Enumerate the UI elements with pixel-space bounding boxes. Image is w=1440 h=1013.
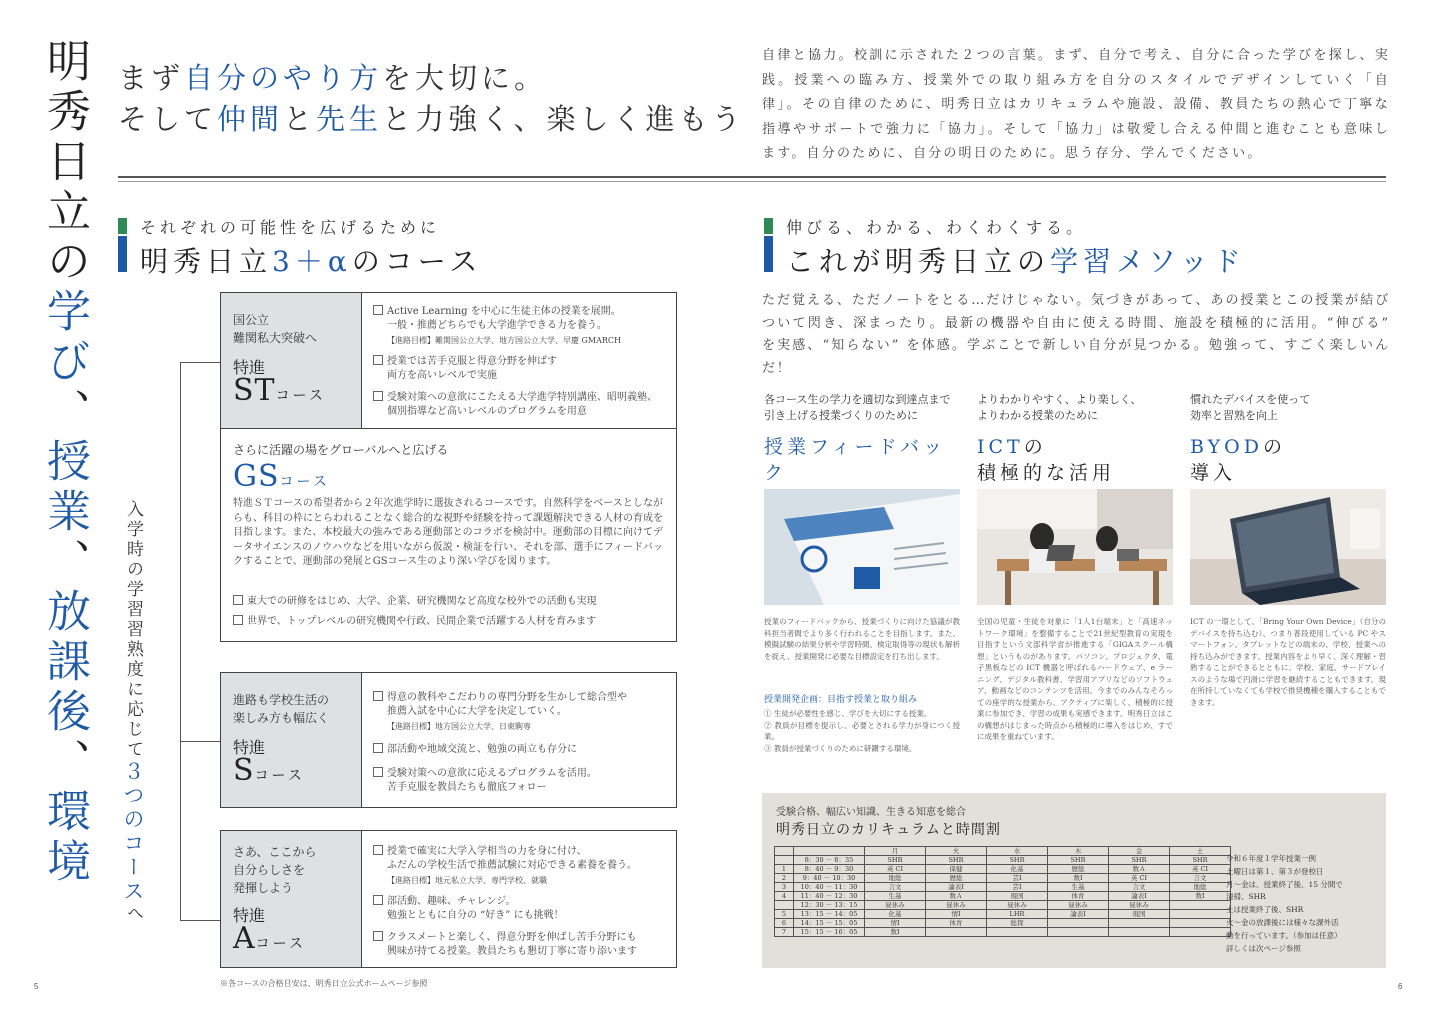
timetable-cell: 化基 <box>865 910 926 919</box>
course-s-bullet-cont: 推薦入試を中心に大学を決定していく。 <box>387 706 567 717</box>
col1-point: ② 教員が目標を提示し、必要とされる学力が身につく授業。 <box>764 720 960 741</box>
timetable-cell: 地総 <box>865 874 926 883</box>
page-number-right: 6 <box>1398 982 1403 991</box>
headline-segment: 仲間 <box>217 102 284 136</box>
timetable-header <box>775 847 1231 856</box>
timetable-day: 月 <box>865 847 926 856</box>
timetable-cell: 現国 <box>987 892 1048 901</box>
timetable-cell: 15：15 － 16：05 <box>794 928 865 937</box>
section-bar-green <box>764 218 773 234</box>
method-section-small: 伸びる、わかる、わくわくする。 <box>786 218 1087 237</box>
timetable-row <box>775 892 1231 901</box>
col1-point: ① 生徒が必要性を感じ、学びを大切にする授業。 <box>764 709 932 718</box>
timetable-row <box>775 928 1231 937</box>
col3-lead: 慣れたデバイスを使って <box>1190 393 1311 406</box>
course-caption: 入学時の学習習熟度に応じて３つのコースへ <box>121 500 145 924</box>
page-title: 明秀日立の学び、授業、放課後、環境 <box>39 38 90 888</box>
timetable-note-line: 清掃、SHR <box>1226 892 1266 902</box>
timetable-note-line: 令和６年度１学年授業一例 <box>1226 854 1316 863</box>
course-st-code: STコース <box>233 373 326 408</box>
course-st-bullet-cont: 個別指導など高いレベルのプログラムを用意 <box>387 406 587 417</box>
section-bar-green <box>118 218 127 234</box>
col1-title: 授業フィードバック <box>764 436 947 484</box>
course-a-bullet-cont: 勉強とともに自分の “好き” にも挑戦！ <box>387 910 564 921</box>
timetable <box>774 846 1231 937</box>
timetable-cell: SHR <box>926 856 987 865</box>
timetable-cell: 昼休み <box>1109 901 1170 910</box>
headline-segment: と力強く、楽しく進もう <box>382 102 745 136</box>
timetable-cell <box>1170 901 1231 910</box>
headline-segment: 先生 <box>316 102 383 136</box>
connector-line <box>180 362 181 920</box>
method-intro: ただ覚える、ただノートをとる…だけじゃない。気づきがあって、あの授業とこの授業が結びついて閃き、深まったり。最新の機器や自由に使える時間、施設を積極的に活用。“伸びる” を実感、“知らない” を体感。学ぶことで新しい自分が見つかる。勉強って、すごく楽しいんだ！ <box>762 293 1390 376</box>
course-st-card <box>220 292 677 430</box>
timetable-cell: 生基 <box>865 892 926 901</box>
timetable-cell <box>1170 910 1231 919</box>
course-st-bullet-cont: 両方を高いレベルで実施 <box>387 370 497 381</box>
timetable-cell: 英 CⅠ <box>1109 874 1170 883</box>
timetable-note-line: 火～金の放課後には様々な課外活 <box>1226 917 1339 927</box>
timetable-cell: 昼休み <box>987 901 1048 910</box>
timetable-cell: 8：40 － 9：30 <box>794 865 865 874</box>
timetable-cell: 9：40 － 10：30 <box>794 874 865 883</box>
course-st-label1: 国公立 <box>233 313 270 327</box>
timetable-cell: 数Ⅰ <box>1048 874 1109 883</box>
timetable-cell: 11：40 － 12：30 <box>794 892 865 901</box>
timetable-cell <box>1109 928 1170 937</box>
timetable-cell: 12：30 － 13：15 <box>794 901 865 910</box>
timetable-cell: 数Ａ <box>1109 865 1170 874</box>
course-a-bullet: クラスメートと楽しく、得意分野を伸ばし苦手分野にも <box>373 931 669 945</box>
timetable-cell <box>987 928 1048 937</box>
course-a-bullet: 授業で確実に大学入学相当の力を身に付け、 <box>373 845 669 859</box>
timetable-cell: 論表Ⅰ <box>926 883 987 892</box>
col2-title: ICTの <box>977 436 1047 458</box>
timetable-note-line: 土は授業終了後、SHR <box>1226 905 1304 915</box>
timetable-cell: 1 <box>775 865 794 874</box>
timetable-cell <box>775 901 794 910</box>
timetable-day <box>794 847 865 856</box>
course-a-label2: 自分らしさを <box>233 863 306 877</box>
col1-body: 授業のフィードバックから、授業づくりに向けた協議が教科担当者間でより多く行われることを目指します。また、模擬試験の結果分析や学習時間、検定取得等の現状も解析を捉え、授業開発に必要な目標設定を打ち出します。 <box>764 617 960 661</box>
timetable-day: 水 <box>987 847 1048 856</box>
course-s-code: Sコース <box>233 753 305 788</box>
timetable-day: 土 <box>1170 847 1231 856</box>
col3-title-sub: 導入 <box>1190 462 1237 484</box>
col2-body: 全国の児童・生徒を対象に「1人1台端末」と「高速ネットワーク環境」を整備することで21世紀型教育の実現を目指すという文部科学省が推進する「GIGAスクール構想」というものがあります。パソコン、プロジェクタ、電子黒板などの ICT 機器と呼ばれるハードウェア、e ラーニング、デジタル教科書、学習用アプリなどのソフトウェア、動画などのコンテンツを活用。今までのみんなそろっての座学的な授業から、アクティブに楽しく、積極的に授業に参加でき、学習の成果も実感できます。明秀日立はこの構想がはじまった時点から積極的に導入をはじめ、すでに成果を重ねています。 <box>977 617 1173 741</box>
timetable-row <box>775 910 1231 919</box>
timetable-cell <box>775 856 794 865</box>
timetable-cell: 昼休み <box>865 901 926 910</box>
timetable-row <box>775 856 1231 865</box>
course-st-bullet: Active Learning を中心に生徒主体の授業を展開。 <box>373 305 669 319</box>
footnote: ※各コースの合格目安は、明秀日立公式ホームページ参照 <box>220 979 428 988</box>
course-s-goal: 【進路目標】地方国公立大学、日東駒専 <box>387 722 531 731</box>
headline-line1 <box>118 58 744 99</box>
col2-title-sub: 積極的な活用 <box>977 462 1116 484</box>
timetable-day: 木 <box>1048 847 1109 856</box>
col1-points <box>764 708 960 754</box>
method-col-ict <box>977 392 1177 486</box>
timetable-cell: 6 <box>775 919 794 928</box>
headline-line2 <box>118 99 744 140</box>
col1-lead: 引き上げる授業づくりのために <box>764 409 918 422</box>
headline-segment: 自分のやり方 <box>184 61 383 95</box>
timetable-cell: 総探 <box>987 919 1048 928</box>
timetable-note-line: 月～金は、授業終了後、15 分間で <box>1226 879 1343 889</box>
timetable-cell: 歴総 <box>1048 865 1109 874</box>
timetable-cell: 5 <box>775 910 794 919</box>
col3-lead: 効率と習熟を向上 <box>1190 409 1278 422</box>
course-s-bullet: 受験対策への意欲に応えるプログラムを活用。 <box>373 767 669 781</box>
timetable-row <box>775 874 1231 883</box>
feedback-photo <box>764 489 960 605</box>
course-a-card <box>220 830 677 968</box>
timetable-cell <box>1170 919 1231 928</box>
course-gs-bullet: 東大での研修をはじめ、大学、企業、研究機関など高度な校外での活動も実現 <box>233 595 597 609</box>
timetable-cell: 言文 <box>1170 874 1231 883</box>
section-bar-blue <box>118 236 127 272</box>
course-a-bullet: 部活動、趣味、チャレンジ。 <box>373 895 669 909</box>
timetable-cell: 芸Ⅰ <box>987 874 1048 883</box>
course-s-card <box>220 672 677 808</box>
course-gs-code: GSコース <box>233 459 330 494</box>
headline-segment: そして <box>118 102 218 136</box>
timetable-note-line: 動を行っています。（参加は任意） <box>1226 930 1342 940</box>
timetable-cell: SHR <box>1170 856 1231 865</box>
course-st-label2: 難関私大突破へ <box>233 331 318 345</box>
timetable-day: 金 <box>1109 847 1170 856</box>
timetable-cell: 7 <box>775 928 794 937</box>
timetable-cell <box>1048 928 1109 937</box>
course-a-bullet-cont: 興味が持てる授業。教員たちも懇切丁寧に寄り添います <box>387 946 637 957</box>
timetable-cell <box>1109 919 1170 928</box>
headline <box>118 58 744 140</box>
timetable-row <box>775 901 1231 910</box>
timetable-cell: 3 <box>775 883 794 892</box>
timetable-cell: 情Ⅰ <box>865 919 926 928</box>
course-st-bullet: 授業では苦手克服と得意分野を伸ばす <box>373 355 669 369</box>
timetable-cell: 歴総 <box>926 874 987 883</box>
course-s-panel <box>221 673 362 807</box>
timetable-cell: SHR <box>987 856 1048 865</box>
course-s-bullet: 得意の教科やこだわりの専門分野を生かして総合型や <box>373 691 669 705</box>
timetable-cell: SHR <box>865 856 926 865</box>
page-number-left: 5 <box>34 982 39 991</box>
course-gs-body: 特進ＳＴコースの希望者から２年次進学時に選抜されるコースです。自然科学をベースとしながらも、科目の枠にとらわれることなく総合的な視野や経験を持って課題解決できる人材の育成を目指します。また、本校最大の強みである運動部とのコラボを検討中。運動部の目標に向けてデータサイエンスのノウハウなどを用いながら仮説・検証を行い、それを部、選手にフィードバックすることで、運動部の発展とGSコース生のより深い学びを図ります。 <box>233 498 663 567</box>
timetable-row <box>775 919 1231 928</box>
headline-segment: と <box>283 102 317 136</box>
timetable-cell: 言文 <box>1109 883 1170 892</box>
timetable-cell: SHR <box>1109 856 1170 865</box>
course-s-bullet-cont: 苦手克服を教員たちも徹底フォロー <box>387 782 547 793</box>
course-a-code: Aコース <box>233 921 306 956</box>
course-st-panel <box>221 293 362 429</box>
ict-photo <box>977 489 1173 605</box>
course-st-goal: 【進路目標】難関国公立大学、地方国公立大学、早慶 GMARCH <box>387 336 622 345</box>
connector-branch <box>180 920 220 921</box>
timetable-cell: 昼休み <box>1048 901 1109 910</box>
timetable-cell: 化基 <box>987 865 1048 874</box>
timetable-cell <box>1170 928 1231 937</box>
timetable-cell: 昼休み <box>926 901 987 910</box>
timetable-note <box>1226 853 1343 955</box>
connector-branch <box>180 362 220 363</box>
col3-body: ICT の一環として、「Bring Your Own Device」（自分のデバイスを持ち込む）、つまり普段使用している PC やスマートフォン、タブレットなどの端末の、学校、授業への持ち込みができます。授業内容をより早く、深く理解・習熟することができるとともに、学校、家庭、サードプレイスのような場で円滑に学習を継続することもできます。現在所持していなくても学校で推奨機種を購入することもできます。 <box>1190 617 1386 707</box>
timetable-cell: 4 <box>775 892 794 901</box>
course-st-sub: 特進 <box>233 358 266 377</box>
byod-photo <box>1190 489 1386 605</box>
timetable-cell: 生基 <box>1048 883 1109 892</box>
course-a-panel <box>221 831 362 967</box>
col1-subhead: 授業開発企画：目指す授業と取り組み <box>764 695 918 705</box>
curriculum-box <box>762 793 1386 968</box>
courses-section-title: 明秀日立3＋αのコース <box>140 245 483 278</box>
timetable-cell: 10：40 － 11：30 <box>794 883 865 892</box>
headline-segment: を大切に。 <box>382 61 548 95</box>
timetable-cell: 芸Ⅰ <box>987 883 1048 892</box>
timetable-cell: 保健 <box>926 865 987 874</box>
divider-thin <box>118 181 1386 182</box>
course-s-label1: 進路も学校生活の <box>233 693 330 707</box>
course-a-sub: 特進 <box>233 906 266 925</box>
timetable-cell: 言文 <box>865 883 926 892</box>
timetable-cell: 情Ⅰ <box>926 910 987 919</box>
course-a-label3: 発揮しよう <box>233 881 294 895</box>
timetable-cell: 数Ⅰ <box>865 928 926 937</box>
course-st-bullet: 受験対策への意欲にこたえる大学進学特別講座、昭明義塾、 <box>373 391 669 405</box>
timetable-cell: 英 CⅠ <box>865 865 926 874</box>
timetable-cell <box>1048 919 1109 928</box>
curriculum-small: 受験合格、幅広い知識、生きる知恵を総合 <box>776 807 966 818</box>
timetable-cell: 14：15 － 15：05 <box>794 919 865 928</box>
course-s-label2: 楽しみ方も幅広く <box>233 711 330 725</box>
course-a-label1: さあ、ここから <box>233 845 317 859</box>
timetable-note-line: 土曜日は第１、第３が登校日 <box>1226 866 1324 876</box>
timetable-row <box>775 865 1231 874</box>
col2-lead: よりわかる授業のために <box>977 409 1098 422</box>
divider <box>118 176 1386 178</box>
headline-segment: まず <box>118 61 185 95</box>
method-col-byod <box>1190 392 1390 486</box>
timetable-cell: SHR <box>1048 856 1109 865</box>
timetable-cell: 数Ⅰ <box>1170 892 1231 901</box>
course-a-goal: 【進路目標】地元私立大学、専門学校、就職 <box>387 876 547 885</box>
course-gs-bullet: 世界で、トップレベルの研究機関や行政、民間企業で活躍する人材を育みます <box>233 615 596 629</box>
timetable-cell: 体育 <box>926 919 987 928</box>
col3-title: BYODの <box>1190 436 1286 458</box>
timetable-cell: 英 CⅠ <box>1170 865 1231 874</box>
curriculum-title: 明秀日立のカリキュラムと時間割 <box>776 822 1001 838</box>
intro-text: 自律と協力。校訓に示された２つの言葉。まず、自分で考え、自分に合った学びを探し、実践。授業への臨み方、授業外での取り組み方を自分のスタイルでデザインしていく「自律」。その自律のために、明秀日立はカリキュラムや施設、設備、教員たちの熱心で丁寧な指導やサポートで強力に「協力」。そして「協力」は敬愛し合える仲間と進むことも意味します。自分のために、自分の明日のために。思う存分、学んでください。 <box>762 48 1390 161</box>
timetable-cell: 13：15 － 14：05 <box>794 910 865 919</box>
course-gs-card <box>220 428 677 642</box>
timetable-day: 火 <box>926 847 987 856</box>
course-a-bullet-cont: ふだんの学校生活で推薦試験に対応できる素養を養う。 <box>387 860 637 871</box>
timetable-cell: 地総 <box>1170 883 1231 892</box>
timetable-cell: 体育 <box>1048 892 1109 901</box>
col2-lead: よりわかりやすく、より楽しく、 <box>977 393 1142 406</box>
method-section-title: これが明秀日立の学習メソッド <box>786 245 1246 278</box>
timetable-cell: 8：30 － 8：35 <box>794 856 865 865</box>
course-s-bullet: 部活動や地域交流と、勉強の両立も存分に <box>373 743 669 757</box>
timetable-row <box>775 883 1231 892</box>
timetable-cell: 2 <box>775 874 794 883</box>
section-bar-blue <box>764 236 773 272</box>
timetable-cell <box>926 928 987 937</box>
timetable-cell: 現国 <box>1109 910 1170 919</box>
timetable-cell: 論表Ⅰ <box>1109 892 1170 901</box>
timetable-cell: LHR <box>987 910 1048 919</box>
timetable-day <box>775 847 794 856</box>
courses-section-small: それぞれの可能性を広げるために <box>140 218 441 237</box>
col1-point: ③ 教員が授業づくりのために研鑽する環境。 <box>764 743 917 753</box>
timetable-note-line: 詳しくは次ページ参照 <box>1226 943 1301 953</box>
timetable-cell: 論表Ⅰ <box>1048 910 1109 919</box>
course-st-bullet-cont: 一般・推薦どちらでも大学進学できる力を養う。 <box>387 320 607 331</box>
course-gs-lead: さらに活躍の場をグローバルへと広げる <box>233 443 449 457</box>
connector-branch <box>180 741 220 742</box>
col1-lead: 各コース生の学力を適切な到達点まで <box>764 393 951 406</box>
course-s-sub: 特進 <box>233 738 266 757</box>
timetable-cell: 数Ａ <box>926 892 987 901</box>
